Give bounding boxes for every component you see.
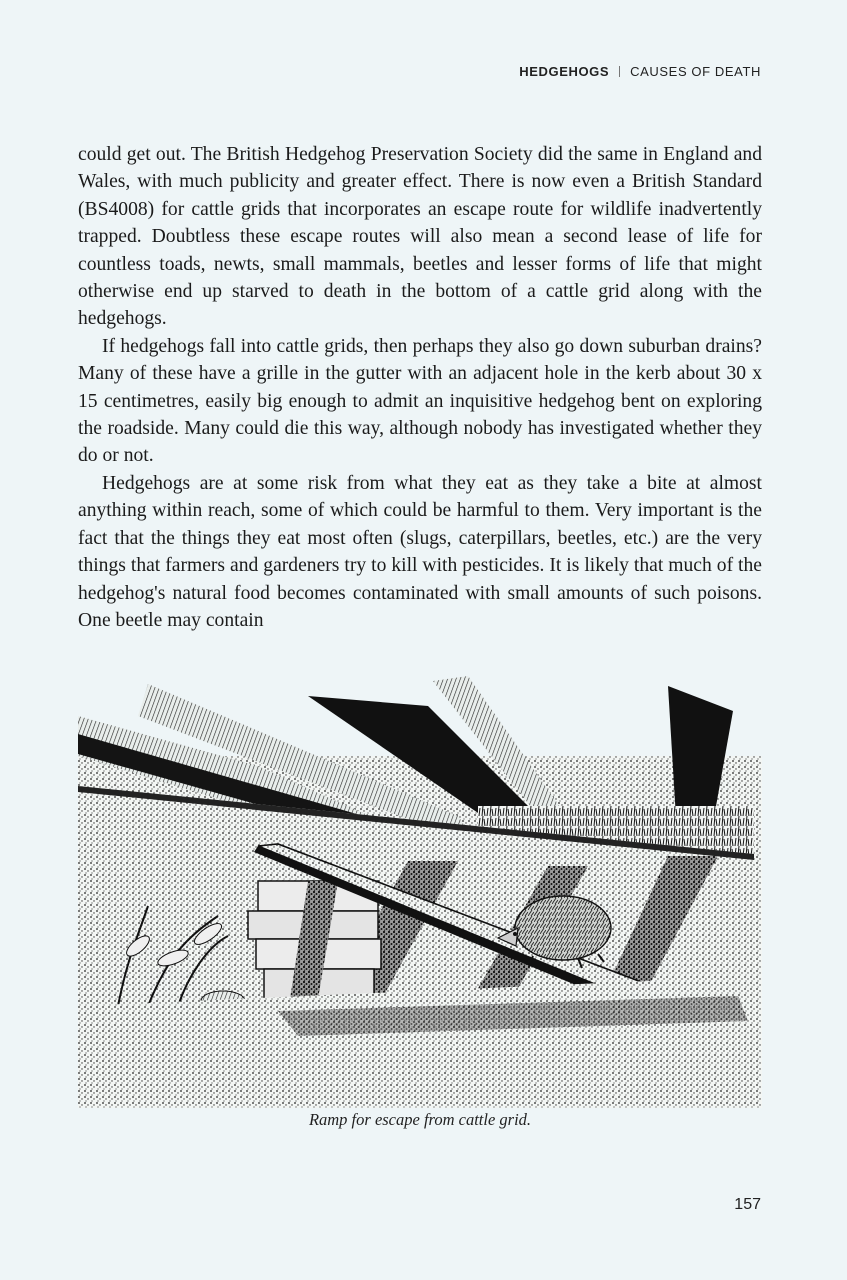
paragraph-drains: If hedgehogs fall into cattle grids, then perhaps they also go down suburban drains? Many of these have a grille in the gutter with an adjacent hole in the kerb about 30 x 15 centimetres, easily big enough to admit an inquisitive hedgehog bent on exploring the roadside. Many could die this way, although nobody has investigated whether they do or not.	[78, 335, 762, 467]
paragraph-pesticides: Hedgehogs are at some risk from what they eat as they take a bite at almost anything within reach, some of which could be harmful to them. Very important is the fact that the things they eat most often (slugs, caterpillars, beetles, etc.) are the very things that farmers and gardeners try to kill with pesticides. It is likely that much of the hedgehog's natural food becomes contaminated with small amounts of such poisons. One beetle may contain	[78, 472, 762, 631]
brick-support	[248, 881, 381, 999]
figure-caption: Ramp for escape from cattle grid.	[308, 1110, 532, 1129]
running-head	[519, 64, 761, 79]
body-text	[78, 141, 762, 634]
page-number: 157	[734, 1196, 761, 1213]
paragraph-continued: could get out. The British Hedgehog Preservation Society did the same in England and Wales, with much publicity and greater effect. There is now even a British Standard (BS4008) for cattle grids that incorporates an escape route for wildlife inadvertently trapped. Doubtless these escape routes will also mean a second lease of life for countless toads, newts, small mammals, beetles and lesser forms of life that might otherwise end up starved to death in the bottom of a cattle grid along with the hedgehogs.	[78, 144, 762, 330]
cattle-grid-ramp-illustration	[78, 676, 762, 1108]
running-head-chapter-title: CAUSES OF DEATH	[630, 64, 761, 79]
running-head-separator	[619, 66, 620, 77]
figure-illustration	[78, 676, 762, 1108]
running-head-book-title: HEDGEHOGS	[519, 64, 610, 79]
